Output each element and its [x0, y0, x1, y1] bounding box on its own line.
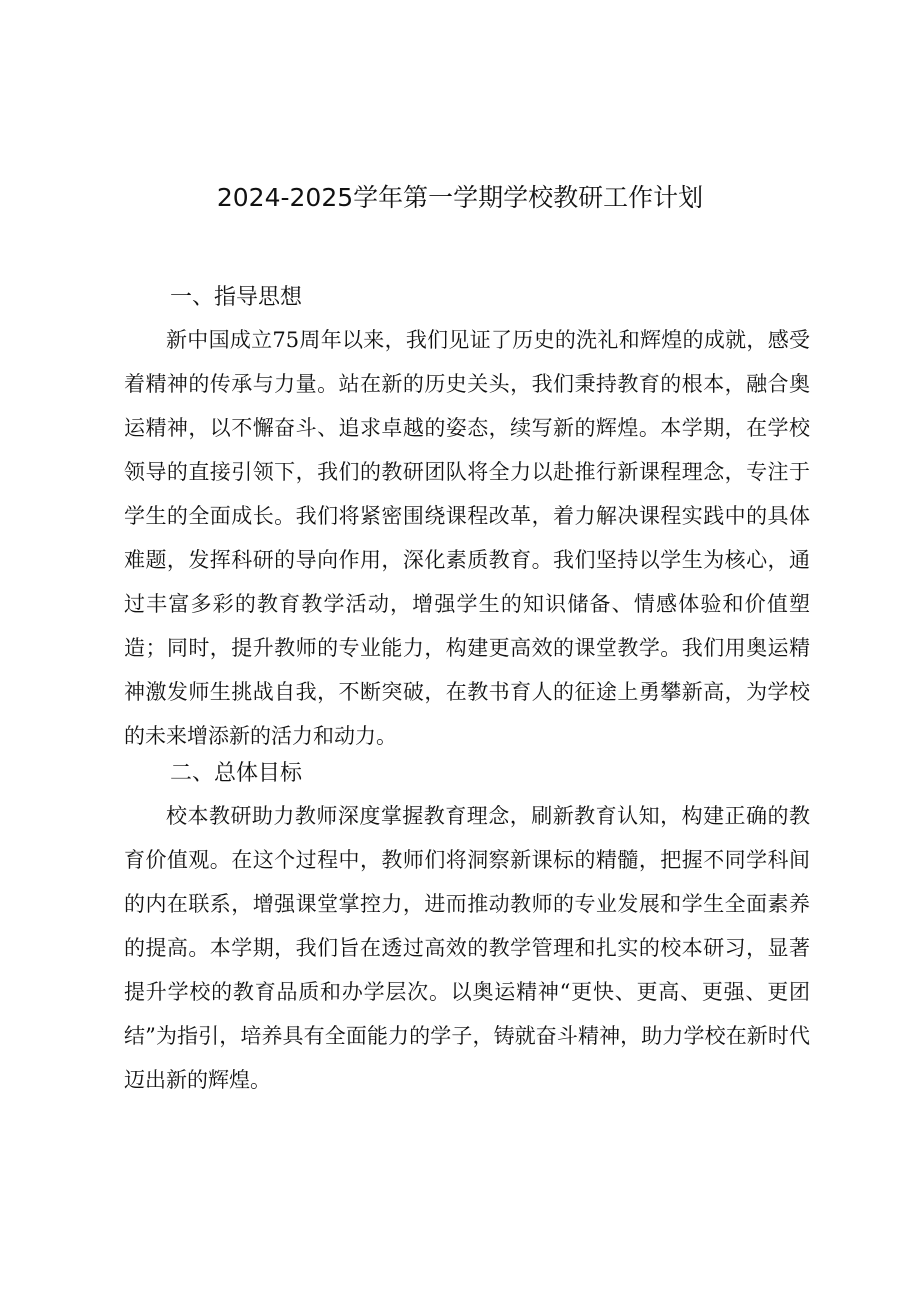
section-paragraph-overall-goals: 校本教研助力教师深度掌握教育理念，刷新教育认知，构建正确的教育价值观。在这个过程中，教师们将洞察新课标的精髓，把握不同学科间的内在联系，增强课堂掌控力，进而推动教师的专业发展和学生全面素养的提高。本学期，我们旨在透过高效的教学管理和扎实的校本研习，显著提升学校的教育品质和办学层次。以奥运精神“更快、更高、更强、更团结”为指引，培养具有全面能力的学子，铸就奋斗精神，助力学校在新时代迈出新的辉煌。	[124, 804, 810, 1092]
document-title: 2024-2025学年第一学期学校教研工作计划	[216, 183, 704, 212]
section-heading-overall-goals: 二、总体目标	[170, 761, 303, 786]
section-heading-guiding-ideology: 一、指导思想	[170, 285, 303, 310]
section-paragraph-guiding-ideology: 新中国成立75周年以来，我们见证了历史的洗礼和辉煌的成就，感受着精神的传承与力量。站在新的历史关头，我们秉持教育的根本，融合奥运精神，以不懈奋斗、追求卓越的姿态，续写新的辉煌。本学期，在学校领导的直接引领下，我们的教研团队将全力以赴推行新课程理念，专注于学生的全面成长。我们将紧密围绕课程改革，着力解决课程实践中的具体难题，发挥科研的导向作用，深化素质教育。我们坚持以学生为核心，通过丰富多彩的教育教学活动，增强学生的知识储备、情感体验和价值塑造；同时，提升教师的专业能力，构建更高效的课堂教学。我们用奥运精神激发师生挑战自我，不断突破，在教书育人的征途上勇攀新高，为学校的未来增添新的活力和动力。	[124, 328, 810, 748]
